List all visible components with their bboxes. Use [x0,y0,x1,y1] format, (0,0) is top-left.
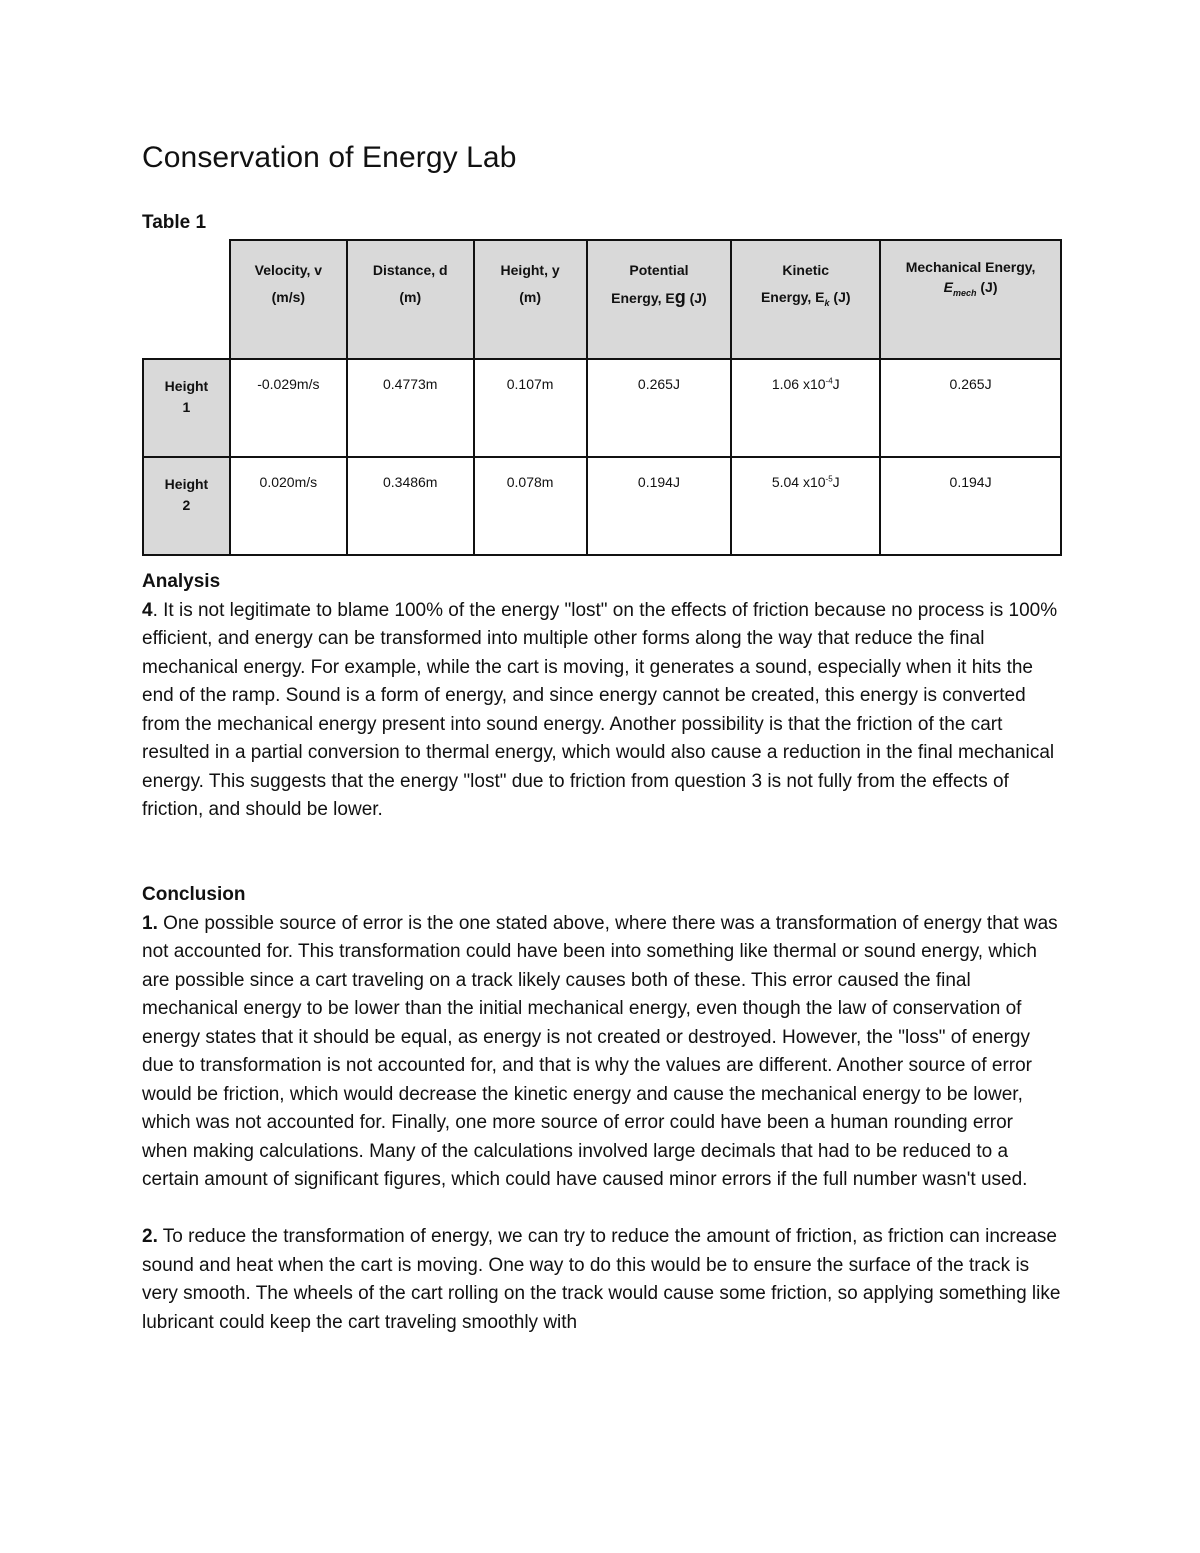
column-header-kinetic-energy [731,240,880,359]
header-unit: Energy, $E_k$ (J) [760,289,851,308]
column-header-potential-energy [587,240,732,359]
header-label: Velocity, v [254,262,323,278]
conclusion-heading: Conclusion [142,884,246,905]
kinetic-energy-cell: 5.04 $x10^{-5}J$ [731,457,880,555]
header-label: Kinetic [782,262,830,278]
header-label: Distance, d [372,262,448,278]
header-unit: (m) [519,289,541,305]
table-header-row [143,240,1061,359]
row-header: Height 1 [143,359,230,457]
header-unit: (m/s) [271,289,306,305]
distance-cell: 0.4773m [347,359,474,457]
kinetic-energy-cell: 1.06 $x10^{-4}J$ [731,359,880,457]
header-label: Potential [629,262,689,278]
header-label: Mechanical Energy, [905,259,1036,275]
question-number: 4 [142,599,153,621]
column-header-mechanical-energy [880,240,1061,359]
row-header: Height 2 [143,457,230,555]
header-label: Height, y [500,262,560,278]
analysis-text: . It is not legitimate to blame 100% of the energy "lost" on the effects of friction because no process is 100% efficient, and energy can be transformed into multiple other forms along the way that reduce the final mechanical energy. For example, while the cart is moving, it generates a sound, especially when it hits the end of the ramp. Sound is a form of energy, and since energy cannot be created, this energy is converted from the mechanical energy present into sound energy. Another possibility is that the friction of the cart resulted in a partial conversion to thermal energy, which would also cause a reduction in the final mechanical energy. This suggests that the energy "lost" due to friction from question 3 is not fully from the effects of friction, and should be lower. [142,599,1058,820]
velocity-cell: -0.029m/s [230,359,347,457]
question-number: 1. [142,912,158,934]
height-cell: 0.078m [474,457,587,555]
conclusion-section [142,881,1062,1337]
analysis-paragraph [142,597,1062,825]
column-header-distance [347,240,474,359]
table-row [143,359,1061,457]
table-row [143,457,1061,555]
conclusion-item [142,1223,1062,1337]
distance-cell: 0.3486m [347,457,474,555]
data-table [142,239,1062,556]
height-cell: 0.107m [474,359,587,457]
potential-energy-cell: 0.194J [587,457,732,555]
question-number: 2. [142,1226,158,1247]
header-unit: $E_{mech}$ (J) [943,279,998,298]
mechanical-energy-cell: 0.265J [880,359,1061,457]
header-unit: Energy, Eg (J) [611,287,707,307]
column-header-velocity [230,240,347,359]
analysis-section [142,568,1062,825]
table-caption: Table 1 [142,212,207,233]
header-unit: (m) [399,289,422,305]
mechanical-energy-cell: 0.194J [880,457,1061,555]
page-title: Conservation of Energy Lab [142,141,517,174]
conclusion-text: To reduce the transformation of energy, we can try to reduce the amount of friction, as friction can increase sound and heat when the cart is moving. One way to do this would be to ensure the surface of the track is very smooth. The wheels of the cart rolling on the track would cause some friction, so applying something like lubricant could keep the cart traveling smoothly with [142,1226,1061,1333]
conclusion-text: One possible source of error is the one stated above, where there was a transformation of energy that was not accounted for. This transformation could have been into something like thermal or sound energy, which are possible since a cart traveling on a track likely causes both of these. This error caused the final mechanical energy to be lower than the initial mechanical energy, even though the law of conservation of energy states that it should be equal, as energy is not created or destroyed. However, the "loss" of energy due to transformation is not accounted for, and that is why the values are different. Another source of error would be friction, which would decrease the kinetic energy and cause the mechanical energy to be lower, which was not accounted for. Finally, one more source of error could have been a human rounding error when making calculations. Many of the calculations involved large decimals that had to be reduced to a certain amount of significant figures, which could have caused minor errors if the full number wasn't used. [142,912,1058,1190]
table-corner-cell [143,240,230,359]
potential-energy-cell: 0.265J [587,359,732,457]
analysis-heading: Analysis [142,571,221,592]
velocity-cell: 0.020m/s [230,457,347,555]
conclusion-item [142,910,1062,1195]
column-header-height [474,240,587,359]
